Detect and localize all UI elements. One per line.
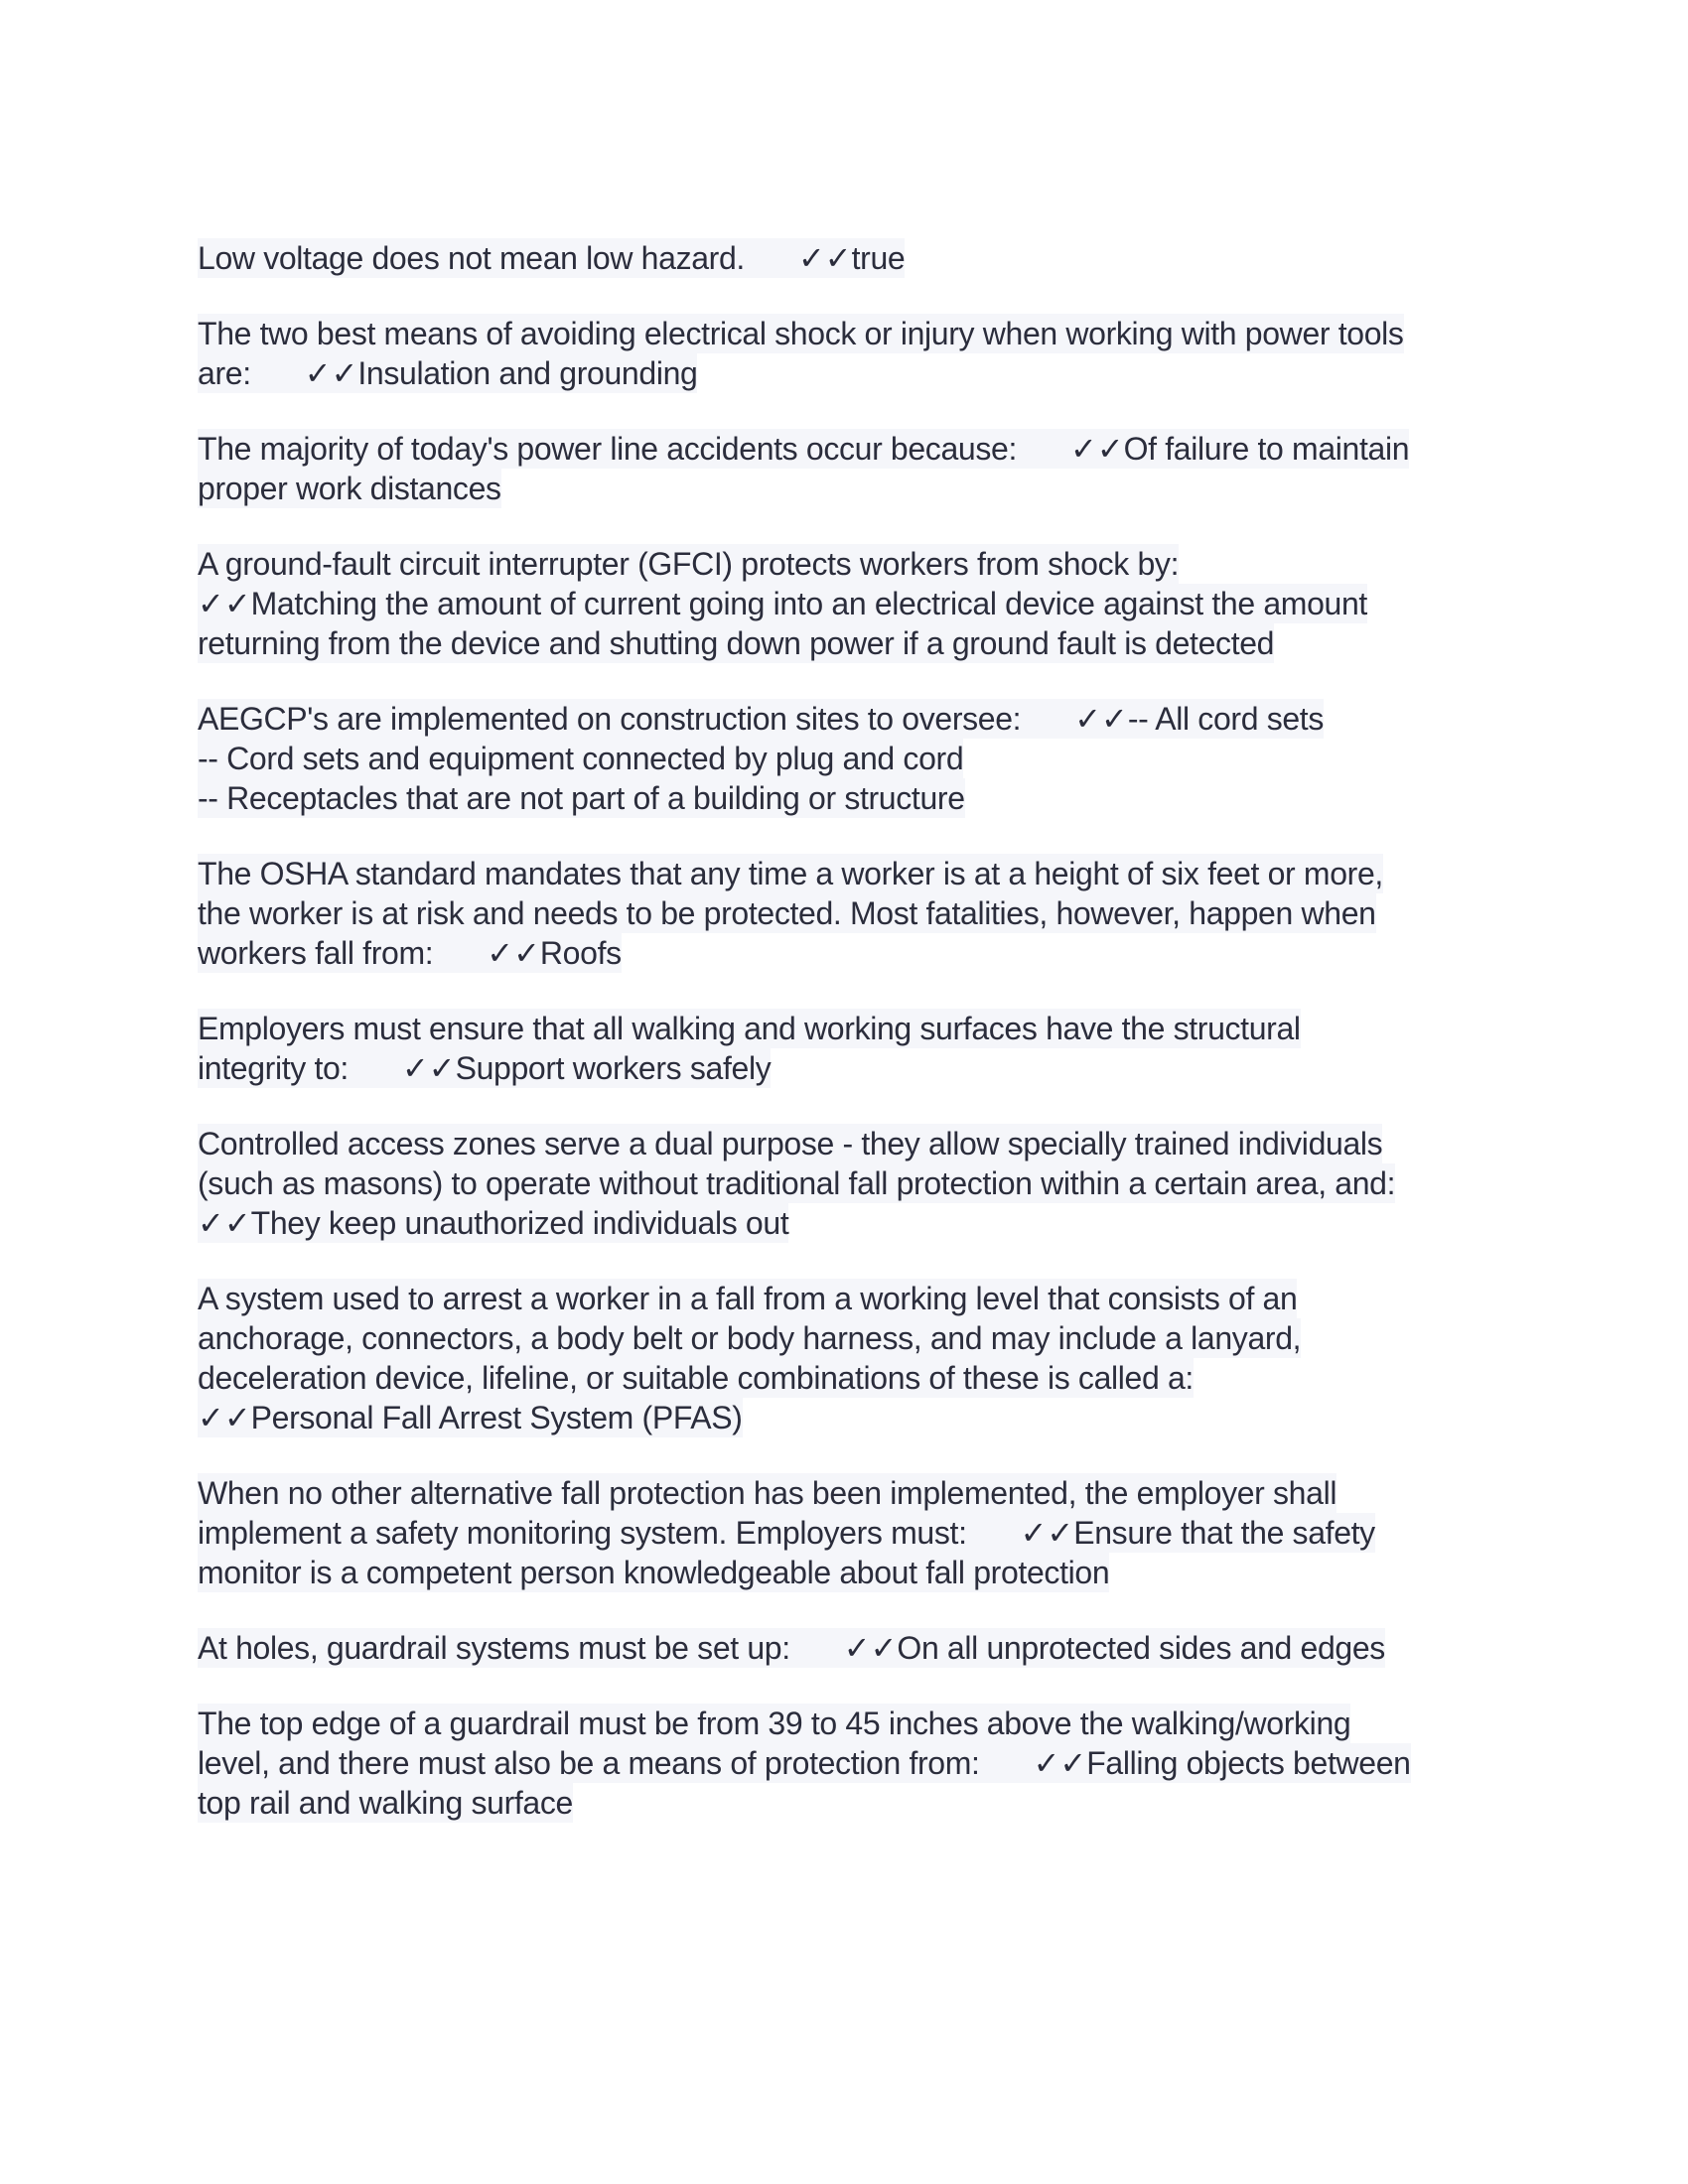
qa-item: [198, 314, 1508, 393]
answer-text: returning from the device and shutting down power if a ground fault is detected: [198, 625, 1275, 661]
question-text: The top edge of a guardrail must be from 39 to 45 inches above the walking/working: [198, 1706, 1351, 1741]
answer-text: -- All cord sets: [1127, 701, 1324, 737]
answer-text: Personal Fall Arrest System (PFAS): [250, 1400, 743, 1435]
answer-text: -- Cord sets and equipment connected by plug and cord: [198, 741, 964, 776]
answer-text: true: [851, 240, 906, 276]
question-text: level, and there must also be a means of protection from:: [198, 1745, 980, 1781]
question-text: are:: [198, 355, 251, 391]
qa-item: [198, 544, 1508, 663]
answer-text: Of failure to maintain: [1123, 431, 1410, 467]
double-check-icon: ✓✓: [1033, 1745, 1087, 1781]
answer-text: monitor is a competent person knowledgeable about fall protection: [198, 1555, 1110, 1590]
qa-item: [198, 1628, 1508, 1668]
double-check-icon: ✓✓: [198, 586, 251, 621]
double-check-icon: ✓✓: [797, 240, 852, 276]
double-check-icon: ✓✓: [487, 935, 540, 971]
double-check-icon: ✓✓: [1020, 1515, 1074, 1551]
answer-text: Insulation and grounding: [357, 355, 698, 391]
double-check-icon: ✓✓: [401, 1050, 456, 1086]
question-text: Employers must ensure that all walking and working surfaces have the structural: [198, 1011, 1301, 1046]
question-text: At holes, guardrail systems must be set up:: [198, 1630, 790, 1666]
question-text: integrity to:: [198, 1050, 349, 1086]
qa-item: [198, 429, 1508, 508]
double-check-icon: ✓✓: [1070, 431, 1124, 467]
question-text: The majority of today's power line accidents occur because:: [198, 431, 1017, 467]
double-check-icon: ✓✓: [198, 1400, 251, 1435]
question-text: implement a safety monitoring system. Employers must:: [198, 1515, 967, 1551]
answer-text: Ensure that the safety: [1073, 1515, 1375, 1551]
question-text: the worker is at risk and needs to be protected. Most fatalities, however, happen when: [198, 895, 1376, 931]
qa-item: [198, 699, 1508, 818]
question-text: The two best means of avoiding electrical shock or injury when working with power tools: [198, 316, 1404, 351]
qa-item: [198, 1473, 1508, 1592]
double-check-icon: ✓✓: [198, 1205, 251, 1241]
question-text: A ground-fault circuit interrupter (GFCI) protects workers from shock by:: [198, 546, 1180, 582]
question-text: AEGCP's are implemented on construction sites to oversee:: [198, 701, 1022, 737]
document-page: [198, 238, 1508, 1858]
answer-text: They keep unauthorized individuals out: [250, 1205, 789, 1241]
question-text: workers fall from:: [198, 935, 434, 971]
question-text: A system used to arrest a worker in a fall from a working level that consists of an: [198, 1281, 1298, 1316]
qa-item: [198, 238, 1508, 278]
double-check-icon: ✓✓: [1074, 701, 1128, 737]
answer-text: proper work distances: [198, 471, 501, 506]
question-text: anchorage, connectors, a body belt or body harness, and may include a lanyard,: [198, 1320, 1302, 1356]
question-text: Low voltage does not mean low hazard.: [198, 240, 745, 276]
question-text: (such as masons) to operate without traditional fall protection within a certain area, and:: [198, 1165, 1396, 1201]
question-text: When no other alternative fall protection has been implemented, the employer shall: [198, 1475, 1337, 1511]
answer-text: Roofs: [539, 935, 622, 971]
qa-item: [198, 1704, 1508, 1823]
question-text: The OSHA standard mandates that any time a worker is at a height of six feet or more,: [198, 856, 1383, 891]
double-check-icon: ✓✓: [843, 1630, 898, 1666]
qa-item: [198, 1009, 1508, 1088]
answer-text: On all unprotected sides and edges: [897, 1630, 1385, 1666]
answer-text: Support workers safely: [455, 1050, 772, 1086]
qa-item: [198, 1124, 1508, 1243]
answer-text: top rail and walking surface: [198, 1785, 573, 1821]
qa-item: [198, 1279, 1508, 1437]
question-text: Controlled access zones serve a dual purpose - they allow specially trained individuals: [198, 1126, 1383, 1161]
double-check-icon: ✓✓: [304, 355, 358, 391]
answer-text: -- Receptacles that are not part of a building or structure: [198, 780, 965, 816]
answer-text: Matching the amount of current going into an electrical device against the amount: [250, 586, 1367, 621]
qa-item: [198, 854, 1508, 973]
question-text: deceleration device, lifeline, or suitable combinations of these is called a:: [198, 1360, 1194, 1396]
answer-text: Falling objects between: [1086, 1745, 1411, 1781]
